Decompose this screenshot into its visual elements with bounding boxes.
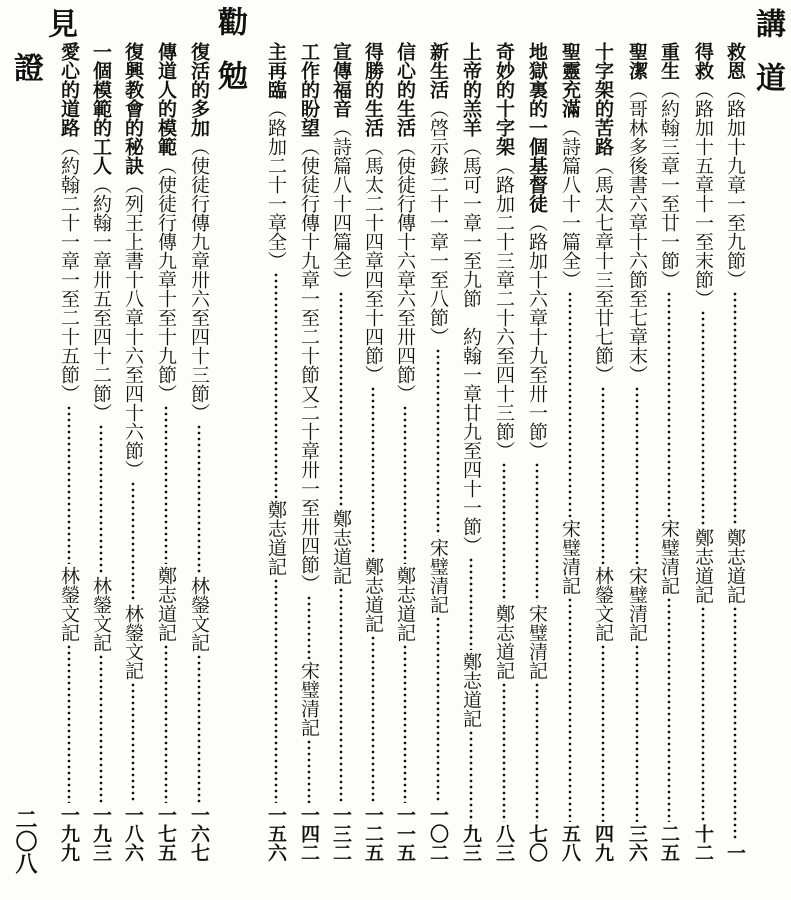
entry-page-number: 二五 bbox=[658, 824, 680, 862]
dot-leader bbox=[186, 424, 212, 574]
dot-leader bbox=[524, 682, 550, 822]
entry-title: 復興教會的秘訣 bbox=[122, 42, 144, 175]
entry-author: 林鎣文記 bbox=[58, 566, 80, 642]
toc-entry[interactable] bbox=[722, 42, 748, 862]
toc-entry[interactable] bbox=[88, 42, 114, 862]
dot-leader bbox=[590, 644, 616, 822]
dot-leader bbox=[425, 348, 451, 536]
entry-title: 復活的多加 bbox=[188, 42, 210, 137]
entry-title: 上帝的羔羊 bbox=[460, 42, 482, 137]
entry-reference: （路加二十三章二十六至四十三節） bbox=[493, 156, 515, 460]
entry-reference: （使徒行傳十六章六至卅四節） bbox=[394, 137, 416, 403]
dot-leader bbox=[392, 644, 418, 803]
dot-leader bbox=[656, 597, 682, 823]
dot-leader bbox=[524, 462, 550, 602]
entry-title: 得勝的生活 bbox=[362, 42, 384, 137]
entry-author: 鄭志道記 bbox=[155, 566, 177, 642]
entry-title: 重生 bbox=[658, 42, 680, 80]
entry-title: 信心的生活 bbox=[394, 42, 416, 137]
toc-entry[interactable] bbox=[263, 42, 289, 862]
toc-entry[interactable] bbox=[458, 42, 484, 862]
entry-page-number: 一五六 bbox=[265, 805, 287, 862]
entry-author: 宋璧清記 bbox=[427, 537, 449, 614]
dot-leader bbox=[690, 606, 716, 822]
dot-leader bbox=[56, 405, 82, 564]
entry-author: 鄭志道記 bbox=[692, 528, 714, 604]
section-heading-testimony-char-1: 見 bbox=[42, 8, 77, 38]
toc-entry[interactable] bbox=[153, 42, 179, 862]
entry-page-number: 三六 bbox=[626, 824, 648, 862]
toc-entry[interactable] bbox=[690, 42, 716, 862]
dot-leader bbox=[360, 386, 386, 555]
testimony-page-number: 二〇八 bbox=[12, 808, 38, 874]
dot-leader bbox=[590, 386, 616, 564]
dot-leader bbox=[120, 682, 146, 803]
dot-leader bbox=[360, 635, 386, 804]
entry-author: 林鎣文記 bbox=[122, 604, 144, 680]
dot-leader bbox=[722, 291, 748, 526]
entry-author: 林鎣文記 bbox=[188, 575, 210, 652]
entry-page-number: 一四二 bbox=[298, 805, 320, 862]
toc-entry[interactable] bbox=[360, 42, 386, 862]
entry-title: 奇妙的十字架 bbox=[493, 42, 515, 156]
entry-author: 鄭志道記 bbox=[460, 651, 482, 728]
section-heading-exhortation: 勸勉 bbox=[212, 6, 247, 114]
entry-page-number: 七〇 bbox=[526, 824, 548, 862]
entry-reference: （詩篇八十四篇全） bbox=[330, 118, 352, 289]
entry-author: 鄭志道記 bbox=[724, 528, 746, 604]
entry-title: 宣傳福音 bbox=[330, 42, 352, 118]
dot-leader bbox=[491, 462, 517, 602]
dot-leader bbox=[491, 682, 517, 822]
toc-entry[interactable] bbox=[557, 42, 583, 862]
toc-entry[interactable] bbox=[56, 42, 82, 862]
entry-author: 林鎣文記 bbox=[90, 575, 112, 652]
dot-leader bbox=[263, 578, 289, 804]
toc-entry[interactable] bbox=[296, 42, 322, 862]
entry-reference: （使徒行傳九章十至十九節） bbox=[155, 156, 177, 403]
entry-reference: （使徒行傳九章卅六至四十三節） bbox=[188, 137, 210, 422]
entry-title: 聖潔 bbox=[626, 42, 648, 80]
entry-title: 主再臨 bbox=[265, 42, 287, 99]
toc-entry[interactable] bbox=[491, 42, 517, 862]
entry-title: 一個模範的工人 bbox=[90, 42, 112, 175]
toc-entry[interactable] bbox=[120, 42, 146, 862]
dot-leader bbox=[624, 386, 650, 564]
dot-leader bbox=[153, 405, 179, 564]
entry-title: 愛心的道路 bbox=[58, 42, 80, 137]
toc-entry[interactable] bbox=[624, 42, 650, 862]
toc-entry[interactable] bbox=[392, 42, 418, 862]
entry-author: 宋璧清記 bbox=[526, 604, 548, 680]
entry-title: 十字架的苦路 bbox=[592, 42, 614, 156]
dot-leader bbox=[56, 644, 82, 803]
dot-leader bbox=[328, 587, 354, 803]
entry-page-number: 一三二 bbox=[330, 805, 352, 862]
dot-leader bbox=[557, 291, 583, 517]
entry-reference: （路加十五章十一至末節） bbox=[692, 80, 714, 308]
dot-leader bbox=[88, 654, 114, 804]
section-heading-preaching: 講道 bbox=[750, 8, 785, 116]
entry-page-number: 一八六 bbox=[122, 805, 144, 862]
entry-page-number: 一一五 bbox=[394, 805, 416, 862]
entry-reference: （馬可一章一至九節 約翰一章廿九至四十一節） bbox=[460, 137, 482, 555]
entry-page-number: 一九三 bbox=[90, 805, 112, 862]
entry-page-number: 一九九 bbox=[58, 805, 80, 862]
entry-reference: （約翰二十一章一至二十五節） bbox=[58, 137, 80, 403]
entry-page-number: 九三 bbox=[460, 824, 482, 862]
entry-title: 地獄裏的一個基督徒 bbox=[526, 42, 548, 213]
section-heading-testimony-char-2: 證 bbox=[8, 52, 43, 82]
entry-reference: （路加十六章十九至卅一節） bbox=[526, 213, 548, 460]
entry-page-number: 一六七 bbox=[188, 805, 210, 862]
entry-reference: （哥林多後書六章十六節至七章末） bbox=[626, 80, 648, 384]
dot-leader bbox=[458, 730, 484, 823]
entry-reference: （詩篇八十一篇全） bbox=[559, 118, 581, 289]
entry-author: 鄭志道記 bbox=[330, 509, 352, 585]
entry-author: 鄭志道記 bbox=[362, 556, 384, 633]
entry-title: 傳道人的模範 bbox=[155, 42, 177, 156]
entry-author: 宋璧清記 bbox=[658, 518, 680, 595]
entry-reference: （路加二十一章全） bbox=[265, 99, 287, 270]
entry-author: 鄭志道記 bbox=[493, 604, 515, 680]
dot-leader bbox=[328, 291, 354, 507]
dot-leader bbox=[656, 291, 682, 517]
entry-page-number: 五八 bbox=[559, 824, 581, 862]
dot-leader bbox=[624, 644, 650, 822]
entry-page-number: 一〇二 bbox=[427, 805, 449, 862]
entry-page-number: 十二 bbox=[692, 824, 714, 862]
entry-author: 宋璧清記 bbox=[298, 661, 320, 737]
entry-reference: （使徒行傳十九章一至二十節又二十章卅一至卅四節） bbox=[298, 137, 320, 593]
dot-leader bbox=[722, 606, 748, 841]
dot-leader bbox=[458, 557, 484, 650]
entry-page-number: 四九 bbox=[592, 824, 614, 862]
entry-author: 宋璧清記 bbox=[626, 566, 648, 642]
toc-entry[interactable] bbox=[328, 42, 354, 862]
dot-leader bbox=[186, 654, 212, 804]
toc-entry[interactable] bbox=[425, 42, 451, 862]
entry-title: 得救 bbox=[692, 42, 714, 80]
dot-leader bbox=[88, 424, 114, 574]
dot-leader bbox=[263, 272, 289, 498]
entry-author: 鄭志道記 bbox=[265, 499, 287, 576]
dot-leader bbox=[557, 597, 583, 823]
dot-leader bbox=[296, 739, 322, 803]
entry-title: 新生活 bbox=[427, 42, 449, 99]
toc-entry[interactable] bbox=[656, 42, 682, 862]
entry-author: 鄭志道記 bbox=[394, 566, 416, 642]
entry-reference: （馬太二十四章四至十四節） bbox=[362, 137, 384, 384]
dot-leader bbox=[690, 310, 716, 526]
entry-page-number: 一二五 bbox=[362, 805, 384, 862]
dot-leader bbox=[153, 644, 179, 803]
dot-leader bbox=[425, 616, 451, 804]
dot-leader bbox=[296, 595, 322, 659]
entry-reference: （約翰三章一至廿一節） bbox=[658, 80, 680, 289]
dot-leader bbox=[392, 405, 418, 564]
toc-entry[interactable] bbox=[524, 42, 550, 862]
toc-entry[interactable] bbox=[186, 42, 212, 862]
entry-reference: （列王上書十八章十六至四十六節） bbox=[122, 175, 144, 479]
entry-page-number: 一 bbox=[724, 843, 746, 862]
entry-author: 宋璧清記 bbox=[559, 518, 581, 595]
entry-reference: （啓示錄二十一章一至八節） bbox=[427, 99, 449, 346]
entry-author: 林鎣文記 bbox=[592, 566, 614, 642]
entry-page-number: 一七五 bbox=[155, 805, 177, 862]
entry-title: 工作的盼望 bbox=[298, 42, 320, 137]
entry-title: 聖靈充滿 bbox=[559, 42, 581, 118]
entry-reference: （路加十九章一至九節） bbox=[724, 80, 746, 289]
entry-page-number: 八三 bbox=[493, 824, 515, 862]
entry-reference: （約翰一章卅五至四十二節） bbox=[90, 175, 112, 422]
entry-reference: （馬太七章十三至廿七節） bbox=[592, 156, 614, 384]
toc-entry[interactable] bbox=[590, 42, 616, 862]
dot-leader bbox=[120, 481, 146, 602]
entry-title: 救恩 bbox=[724, 42, 746, 80]
